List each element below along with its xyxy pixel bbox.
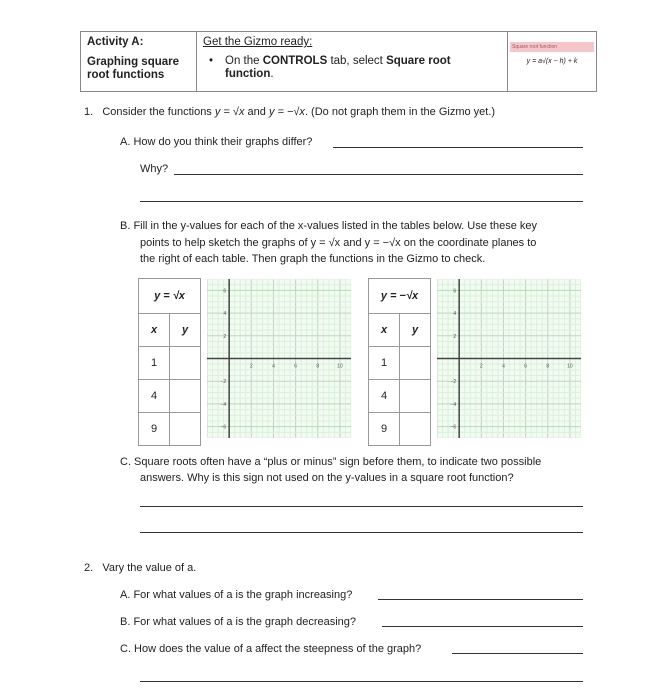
y-input[interactable] (400, 347, 431, 380)
x-tick-label: 8 (546, 363, 550, 370)
y-tick-label: 6 (453, 288, 457, 295)
y-input[interactable] (400, 380, 431, 413)
y-tick-label: 2 (223, 333, 227, 340)
x-tick-label: 4 (272, 363, 275, 370)
y-input[interactable] (170, 413, 201, 446)
answer-line-2b[interactable] (382, 626, 583, 627)
y-tick-label: −6 (450, 424, 457, 431)
question-1: 1. Consider the functions y = √x and y = −√x. (Do not graph them in the Gizmo yet.) (84, 106, 496, 118)
y-input[interactable] (400, 413, 431, 446)
y-tick-label: 2 (453, 333, 457, 340)
table-title: y = √x (139, 279, 201, 314)
answer-line-2a[interactable] (378, 599, 583, 600)
table-title: y = −√x (369, 279, 431, 314)
y-tick-label: −2 (220, 379, 227, 386)
gizmo-formula: y = a√(x − h) + k (526, 58, 578, 65)
answer-line-1c-2[interactable] (140, 532, 583, 533)
x-tick-label: 10 (567, 363, 573, 370)
y-input[interactable] (170, 347, 201, 380)
question-1a-why: Why? (140, 163, 169, 175)
answer-line-2c-2[interactable] (140, 681, 583, 682)
value-table-sqrt: y = √x x y 1 4 9 (138, 278, 201, 446)
x-tick-label: 10 (337, 363, 343, 370)
y-tick-label: −2 (450, 379, 457, 386)
question-1b: B. Fill in the y-values for each of the x-values listed in the tables below. Use these key points to help sketch the graphs of y = √x and y = −√x on the coordinate planes to the right of each table. Then graph the functions in the Gizmo to check. (120, 220, 537, 265)
answer-line-1c[interactable] (140, 506, 583, 507)
y-tick-label: 6 (223, 288, 227, 295)
question-2: 2. Vary the value of a. (84, 562, 197, 574)
question-2b: B. For what values of a is the graph decreasing? (120, 616, 357, 628)
question-2a: A. For what values of a is the graph increasing? (120, 589, 353, 601)
x-tick-label: 8 (316, 363, 320, 370)
answer-line-1a[interactable] (333, 147, 583, 148)
activity-header (80, 31, 597, 92)
answer-line-why-2[interactable] (140, 201, 583, 202)
x-tick-label: 6 (294, 363, 298, 370)
question-1c: C. Square roots often have a “plus or minus” sign before them, to indicate two possible answers. Why is this sign not used on the y-values in a square root function? (120, 456, 542, 484)
question-1a: A. How do you think their graphs differ? (120, 136, 313, 148)
answer-line-2c[interactable] (452, 653, 583, 654)
y-tick-label: −6 (220, 424, 227, 431)
activity-subtitle: Graphing square root functions (87, 56, 180, 81)
coordinate-plane-2[interactable] (437, 279, 581, 438)
x-tick-label: 2 (249, 363, 253, 370)
value-table-neg-sqrt: y = −√x x y 1 4 9 (368, 278, 431, 446)
gizmo-ready-heading: Get the Gizmo ready: (203, 36, 313, 48)
y-tick-label: 4 (453, 311, 457, 318)
x-tick-label: 6 (524, 363, 528, 370)
x-tick-label: 2 (479, 363, 483, 370)
activity-label: Activity A: (87, 36, 144, 48)
y-tick-label: 4 (223, 311, 227, 318)
gizmo-ready-instruction: • On the CONTROLS tab, select Square root function. (209, 55, 451, 80)
gizmo-function-label: Square root function (510, 42, 594, 52)
answer-line-why[interactable] (174, 174, 583, 175)
y-tick-label: −4 (450, 401, 457, 408)
x-tick-label: 4 (502, 363, 505, 370)
y-input[interactable] (170, 380, 201, 413)
question-2c: C. How does the value of a affect the steepness of the graph? (120, 643, 422, 655)
coordinate-plane-1[interactable] (207, 279, 351, 438)
y-tick-label: −4 (220, 401, 227, 408)
